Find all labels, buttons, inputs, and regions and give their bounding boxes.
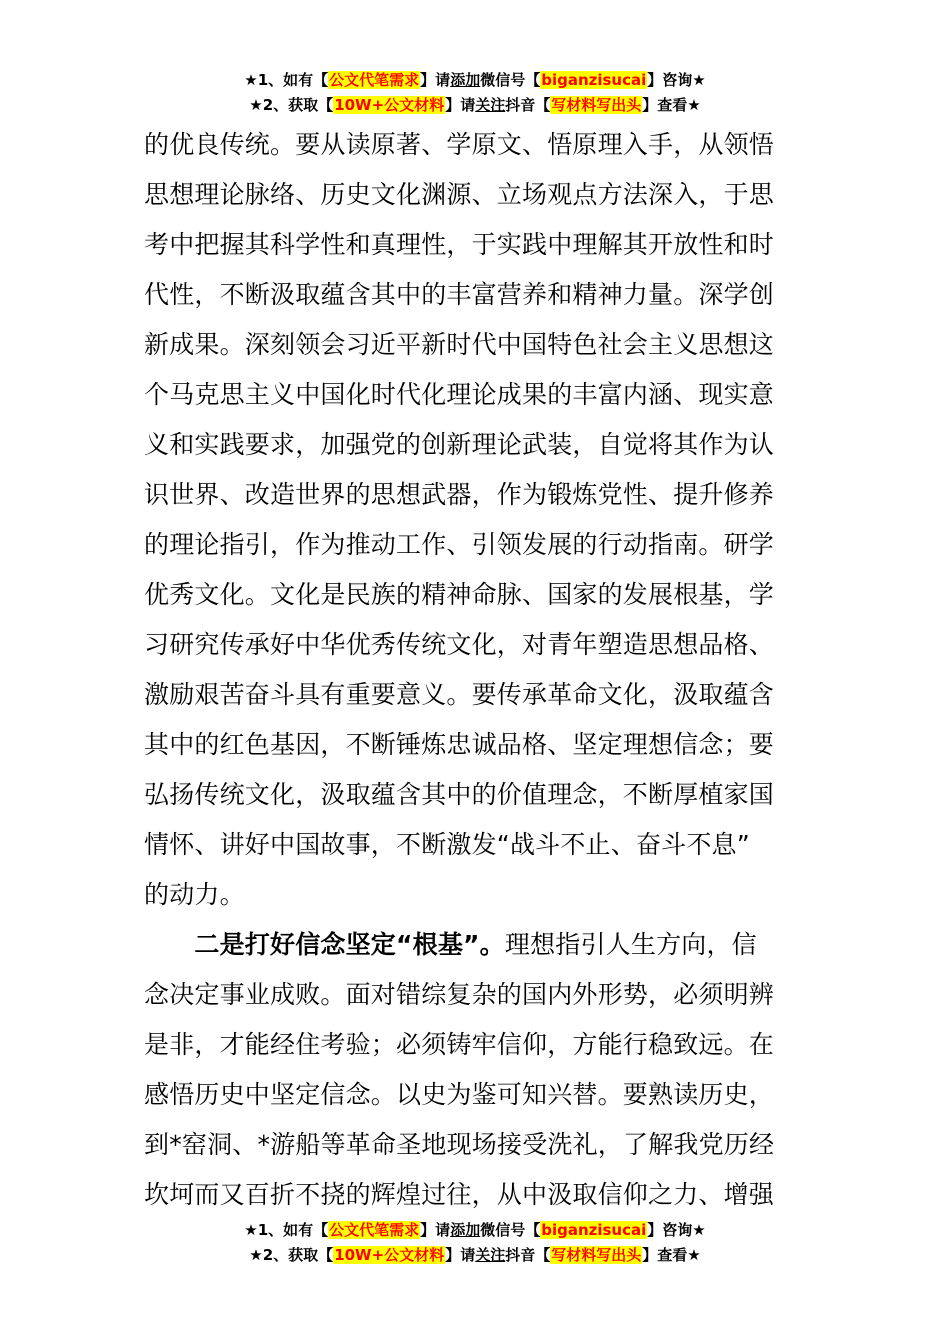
text-line: 个马克思主义中国化时代化理论成果的丰富内涵、现实意 <box>144 380 775 409</box>
text-line: 义和实践要求，加强党的创新理论武装，自觉将其作为认 <box>144 430 775 459</box>
banner-highlight: biganzisucai <box>541 1221 647 1239</box>
text-line: 坎坷而又百折不挠的辉煌过往，从中汲取信仰之力、增强 <box>144 1180 775 1209</box>
text-line: 习研究传承好中华优秀传统文化，对青年塑造思想品格、 <box>144 630 775 659</box>
text-line: 其中的红色基因，不断锤炼忠诚品格、坚定理想信念；要 <box>144 730 775 759</box>
banner-text: 微信号【 <box>480 71 541 89</box>
section-heading: 二是打好信念坚定“根基”。 <box>194 930 505 959</box>
banner-text: ★1、如有【 <box>244 1221 329 1239</box>
banner-text: 】咨询★ <box>647 71 706 89</box>
banner-text: 】查看★ <box>642 96 701 114</box>
banner-text: 】请 <box>420 71 451 89</box>
text-line: 考中把握其科学性和真理性，于实践中理解其开放性和时 <box>144 230 775 259</box>
banner-highlight: 写材料写出头 <box>551 1246 642 1264</box>
banner-text: 抖音【 <box>505 96 551 114</box>
document-body <box>144 120 808 1220</box>
text-line: 思想理论脉络、历史文化渊源、立场观点方法深入，于思 <box>144 180 775 209</box>
text-line: 的理论指引，作为推动工作、引领发展的行动指南。研学 <box>144 530 775 559</box>
text-line: 代性，不断汲取蕴含其中的丰富营养和精神力量。深学创 <box>144 280 775 309</box>
banner-line-2 <box>0 1243 950 1268</box>
text-line-first <box>144 920 808 970</box>
banner-line-2 <box>0 93 950 118</box>
banner-highlight: 写材料写出头 <box>551 96 642 114</box>
banner-text: 】咨询★ <box>647 1221 706 1239</box>
banner-text: 微信号【 <box>480 1221 541 1239</box>
banner-highlight: biganzisucai <box>541 71 647 89</box>
text-line: 新成果。深刻领会习近平新时代中国特色社会主义思想这 <box>144 330 775 359</box>
text-line: 是非，才能经住考验；必须铸牢信仰，方能行稳致远。在 <box>144 1030 775 1059</box>
text-line: 情怀、讲好中国故事，不断激发“战斗不止、奋斗不息” <box>144 830 750 859</box>
banner-text: ★1、如有【 <box>244 71 329 89</box>
banner-highlight: 10W+公文材料 <box>334 96 445 114</box>
banner-line-1 <box>0 68 950 93</box>
text-line: 优秀文化。文化是民族的精神命脉、国家的发展根基，学 <box>144 580 775 609</box>
text-fragment: 理想指引人生方向，信 <box>504 930 757 959</box>
text-line: 到*窑洞、*游船等革命圣地现场接受洗礼，了解我党历经 <box>144 1130 775 1159</box>
banner-underline: 关注 <box>475 96 506 114</box>
banner-text: 抖音【 <box>505 1246 551 1264</box>
banner-text: ★2、获取【 <box>249 96 334 114</box>
banner-highlight: 10W+公文材料 <box>334 1246 445 1264</box>
text-line: 识世界、改造世界的思想武器，作为锻炼党性、提升修养 <box>144 480 775 509</box>
banner-highlight: 公文代笔需求 <box>329 71 420 89</box>
banner-text: 】请 <box>420 1221 451 1239</box>
banner-text: 】请 <box>445 1246 476 1264</box>
banner-text: 】查看★ <box>642 1246 701 1264</box>
banner-underline: 关注 <box>475 1246 506 1264</box>
banner-underline: 添加 <box>450 1221 481 1239</box>
text-line: 弘扬传统文化，汲取蕴含其中的价值理念，不断厚植家国 <box>144 780 775 809</box>
banner-highlight: 公文代笔需求 <box>329 1221 420 1239</box>
text-line: 感悟历史中坚定信念。以史为鉴可知兴替。要熟读历史， <box>144 1080 775 1109</box>
header-banner <box>0 68 950 118</box>
paragraph-1 <box>144 120 808 920</box>
text-line: 的优良传统。要从读原著、学原文、悟原理入手，从领悟 <box>144 130 775 159</box>
paragraph-2 <box>144 920 808 1220</box>
footer-banner <box>0 1218 950 1268</box>
banner-text: 】请 <box>445 96 476 114</box>
text-line: 的动力。 <box>144 880 245 909</box>
text-line: 激励艰苦奋斗具有重要意义。要传承革命文化，汲取蕴含 <box>144 680 775 709</box>
banner-line-1 <box>0 1218 950 1243</box>
text-line: 念决定事业成败。面对错综复杂的国内外形势，必须明辨 <box>144 980 775 1009</box>
banner-text: ★2、获取【 <box>249 1246 334 1264</box>
banner-underline: 添加 <box>450 71 481 89</box>
